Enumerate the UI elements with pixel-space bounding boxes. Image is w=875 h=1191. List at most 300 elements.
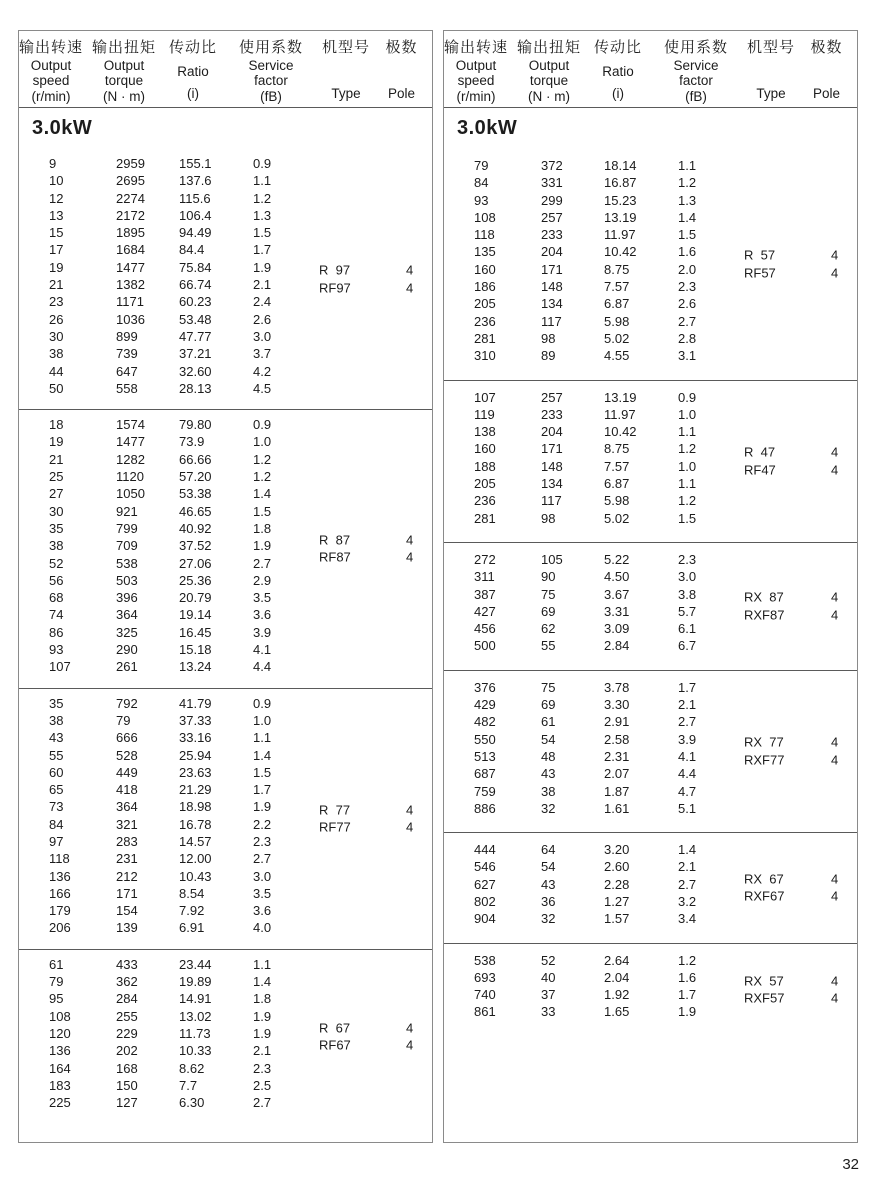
ratio-value: 13.02: [179, 1008, 212, 1024]
output-torque-value: 202: [116, 1043, 138, 1059]
ratio-value: 11.97: [604, 406, 636, 422]
header-label-en: [444, 58, 508, 88]
service-factor-value: 2.3: [253, 833, 272, 849]
header-label-en-line: torque: [104, 73, 144, 88]
type-pole-line: [744, 606, 857, 624]
header-label-en-line: factor: [679, 73, 713, 88]
table-row: [19, 658, 432, 675]
service-factor-value: 1.9: [253, 538, 272, 554]
service-factor-value: 0.9: [253, 695, 272, 711]
ratio-value: 2.31: [604, 748, 630, 764]
header-label-cn: 输出扭矩: [91, 39, 156, 56]
table-row: [19, 485, 432, 502]
pole-count: 4: [406, 549, 414, 565]
output-speed-value: 886: [474, 800, 496, 816]
model-type: R 87: [319, 532, 351, 548]
power-rating: 3.0kW: [457, 117, 518, 139]
ratio-value: 115.6: [179, 190, 211, 206]
output-torque-value: 38: [541, 783, 556, 799]
header-label-en: [221, 58, 321, 88]
header-column: [508, 38, 590, 102]
pole-count: 4: [831, 589, 839, 605]
ratio-value: 1.57: [604, 911, 630, 927]
output-torque-value: 709: [116, 538, 138, 554]
service-factor-value: 1.4: [253, 486, 272, 502]
table-row: [444, 783, 857, 800]
ratio-value: 16.87: [604, 175, 637, 191]
gear-series-block: [444, 944, 857, 1036]
output-speed-value: 18: [49, 417, 64, 433]
output-speed-value: 35: [49, 695, 64, 711]
output-torque-value: 117: [541, 493, 562, 509]
service-factor-value: 2.7: [678, 714, 697, 730]
output-speed-value: 188: [474, 458, 496, 474]
output-torque-value: 433: [116, 956, 138, 972]
table-row: [444, 492, 857, 509]
output-torque-value: 325: [116, 624, 138, 640]
header-label-en-line: Ratio: [602, 64, 634, 79]
header-column: [796, 38, 857, 102]
service-factor-value: 1.1: [253, 956, 272, 972]
output-torque-value: 284: [116, 991, 138, 1007]
output-speed-value: 38: [49, 346, 64, 362]
output-speed-value: 160: [474, 261, 496, 277]
service-factor-value: 1.2: [253, 190, 272, 206]
table-row: [444, 800, 857, 817]
table-row: [19, 311, 432, 328]
header-column: [165, 38, 221, 102]
output-speed-value: 19: [49, 259, 64, 275]
output-torque-value: 666: [116, 730, 138, 746]
ratio-value: 66.74: [179, 277, 212, 293]
model-type: RF97: [319, 280, 351, 296]
ratio-value: 2.07: [604, 766, 630, 782]
output-torque-value: 52: [541, 952, 556, 968]
pole-count: 4: [406, 280, 414, 296]
output-speed-value: 61: [49, 956, 64, 972]
gear-series-block: [444, 543, 857, 671]
ratio-value: 1.61: [604, 800, 630, 816]
table-row: [444, 551, 857, 568]
output-speed-value: 21: [49, 277, 64, 293]
service-factor-value: 4.4: [253, 659, 272, 675]
service-factor-value: 1.2: [678, 493, 697, 509]
ratio-value: 4.55: [604, 348, 630, 364]
header-label-cn: 输出转速: [19, 39, 84, 56]
gear-series-block: [19, 410, 432, 688]
ratio-value: 94.49: [179, 225, 212, 241]
output-torque-value: 32: [541, 911, 556, 927]
output-torque-value: 899: [116, 328, 138, 344]
output-torque-value: 1684: [116, 242, 145, 258]
header-column: [444, 38, 508, 102]
ratio-value: 3.30: [604, 697, 630, 713]
type-pole-line: [319, 279, 432, 297]
service-factor-value: 4.4: [678, 766, 697, 782]
table-row: [444, 952, 857, 969]
header-label-en-line: Ratio: [177, 64, 209, 79]
ratio-value: 46.65: [179, 503, 212, 519]
pole-count: 4: [831, 444, 839, 460]
output-speed-value: 311: [474, 569, 495, 585]
output-speed-value: 135: [474, 244, 496, 260]
service-factor-value: 1.7: [253, 242, 272, 258]
table-header: [19, 31, 432, 108]
ratio-value: 53.48: [179, 311, 212, 327]
pole-count: 4: [831, 734, 839, 750]
output-torque-value: 257: [541, 389, 563, 405]
table-row: [19, 207, 432, 224]
output-speed-value: 627: [474, 876, 496, 892]
model-type: R 77: [319, 802, 351, 818]
output-speed-value: 904: [474, 911, 496, 927]
output-speed-value: 21: [49, 451, 64, 467]
service-factor-value: 2.1: [253, 277, 272, 293]
header-label-en-line: factor: [254, 73, 288, 88]
output-speed-value: 52: [49, 555, 64, 571]
table-row: [19, 624, 432, 641]
header-label-cn: 使用系数: [238, 39, 303, 56]
service-factor-value: 3.1: [678, 348, 697, 364]
model-type: RF47: [744, 462, 776, 478]
output-torque-value: 2274: [116, 190, 145, 206]
table-row: [19, 712, 432, 729]
service-factor-value: 1.4: [253, 747, 272, 763]
service-factor-value: 3.5: [253, 885, 272, 901]
ratio-value: 2.60: [604, 859, 630, 875]
ratio-value: 8.54: [179, 885, 205, 901]
service-factor-value: 2.8: [678, 330, 697, 346]
ratio-value: 32.60: [179, 363, 212, 379]
header-label-cn: 输出扭矩: [516, 39, 581, 56]
ratio-value: 13.19: [604, 209, 637, 225]
service-factor-value: 4.5: [253, 380, 272, 396]
table-row: [19, 973, 432, 990]
table-row: [19, 990, 432, 1007]
gear-series-block: [19, 149, 432, 410]
output-torque-value: 331: [541, 175, 563, 191]
table-row: [444, 510, 857, 527]
gear-series-block: [19, 950, 432, 1124]
output-speed-value: 136: [49, 1043, 71, 1059]
model-type: RXF57: [744, 990, 785, 1006]
header-column: [590, 38, 646, 102]
output-torque-value: 233: [541, 406, 563, 422]
service-factor-value: 3.6: [253, 607, 272, 623]
table-row: [444, 226, 857, 243]
output-torque-value: 1477: [116, 259, 145, 275]
header-label-en: [321, 58, 371, 85]
table-row: [19, 1060, 432, 1077]
header-column: [321, 38, 371, 102]
pole-count: 4: [831, 973, 839, 989]
service-factor-value: 3.7: [253, 346, 272, 362]
output-torque-value: 283: [116, 833, 138, 849]
output-torque-value: 2959: [116, 156, 145, 171]
ratio-value: 3.67: [604, 586, 630, 602]
table-row: [444, 209, 857, 226]
service-factor-value: 6.7: [678, 638, 697, 654]
model-type: R 57: [744, 247, 776, 263]
gear-series-block: [444, 833, 857, 943]
output-speed-value: 281: [474, 510, 496, 526]
output-speed-value: 84: [474, 175, 489, 191]
table-row: [19, 919, 432, 936]
header-label-en-line: torque: [529, 73, 569, 88]
output-speed-value: 10: [49, 173, 64, 189]
ratio-value: 15.18: [179, 642, 212, 658]
output-speed-value: 108: [49, 1008, 71, 1024]
service-factor-value: 1.5: [253, 764, 272, 780]
table-row: [444, 696, 857, 713]
output-torque-value: 364: [116, 607, 138, 623]
service-factor-value: 1.1: [253, 173, 272, 189]
header-unit: (r/min): [31, 89, 71, 104]
model-type: R 97: [319, 262, 351, 278]
table-row: [444, 157, 857, 174]
output-torque-value: 299: [541, 192, 563, 208]
output-torque-value: 33: [541, 1004, 556, 1020]
header-label-cn: 传动比: [168, 39, 217, 56]
table-row: [19, 363, 432, 380]
service-factor-value: 1.4: [678, 842, 697, 858]
type-pole-line: [319, 801, 432, 819]
service-factor-value: 2.7: [678, 313, 697, 329]
output-torque-value: 79: [116, 712, 131, 728]
header-label-en: [508, 58, 590, 88]
header-label-en: [371, 58, 432, 85]
header-label-cn: 机型号: [746, 39, 795, 56]
type-pole-line: [744, 264, 857, 282]
service-factor-value: 1.0: [253, 434, 272, 450]
table-row: [19, 781, 432, 798]
output-speed-value: 206: [49, 920, 71, 936]
type-pole-line: [744, 990, 857, 1008]
ratio-value: 1.27: [604, 893, 630, 909]
type-pole-labels: [744, 972, 857, 1007]
output-torque-value: 171: [541, 261, 563, 277]
ratio-value: 8.75: [604, 261, 630, 277]
output-speed-value: 38: [49, 538, 64, 554]
service-factor-value: 6.1: [678, 621, 697, 637]
output-speed-value: 56: [49, 572, 64, 588]
table-row: [19, 380, 432, 397]
table-row: [444, 192, 857, 209]
ratio-value: 23.63: [179, 764, 212, 780]
table-row: [19, 850, 432, 867]
service-factor-value: 1.7: [253, 782, 272, 798]
table-row: [19, 589, 432, 606]
table-row: [444, 637, 857, 654]
service-factor-value: 3.0: [253, 328, 272, 344]
service-factor-value: 5.7: [678, 603, 697, 619]
output-speed-value: 427: [474, 603, 496, 619]
header-unit: Type: [331, 86, 361, 101]
ratio-value: 7.57: [604, 279, 630, 295]
output-speed-value: 27: [49, 486, 64, 502]
table-row: [444, 568, 857, 585]
ratio-value: 10.42: [604, 424, 637, 440]
output-speed-value: 456: [474, 621, 496, 637]
header-label-en: [83, 58, 165, 88]
service-factor-value: 2.3: [253, 1060, 272, 1076]
header-unit: Pole: [812, 86, 841, 101]
output-torque-value: 54: [541, 859, 556, 875]
output-torque-value: 69: [541, 697, 556, 713]
service-factor-value: 1.9: [253, 799, 272, 815]
output-speed-value: 444: [474, 842, 496, 858]
table-row: [19, 468, 432, 485]
output-torque-value: 98: [541, 330, 556, 346]
pole-count: 4: [831, 990, 839, 1006]
model-type: RF57: [744, 265, 776, 281]
service-factor-value: 4.7: [678, 783, 697, 799]
header-column: [646, 38, 746, 102]
ratio-value: 20.79: [179, 590, 212, 606]
model-type: RXF67: [744, 888, 785, 904]
output-torque-value: 362: [116, 974, 138, 990]
model-type: RF67: [319, 1037, 351, 1053]
header-unit: (fB): [260, 89, 282, 104]
header-unit: (r/min): [456, 89, 496, 104]
output-torque-value: 62: [541, 621, 556, 637]
output-torque-value: 127: [116, 1095, 138, 1111]
output-torque-value: 1282: [116, 451, 145, 467]
output-speed-value: 136: [49, 868, 71, 884]
header-unit: (i): [187, 86, 199, 101]
ratio-value: 25.94: [179, 747, 212, 763]
header-label-en: [746, 58, 796, 85]
ratio-value: 75.84: [179, 259, 212, 275]
header-unit: (N · m): [103, 89, 145, 104]
output-torque-value: 1036: [116, 311, 145, 327]
output-torque-value: 538: [116, 555, 138, 571]
output-torque-value: 1382: [116, 277, 145, 293]
output-torque-value: 43: [541, 766, 556, 782]
ratio-value: 2.84: [604, 638, 630, 654]
output-torque-value: 89: [541, 348, 556, 364]
type-pole-line: [744, 888, 857, 906]
output-torque-value: 98: [541, 510, 556, 526]
header-label-en-line: Output: [30, 58, 72, 73]
type-pole-line: [744, 751, 857, 769]
type-pole-line: [744, 972, 857, 990]
output-torque-value: 364: [116, 799, 138, 815]
ratio-value: 84.4: [179, 242, 205, 258]
ratio-value: 7.7: [179, 1077, 198, 1093]
service-factor-value: 4.1: [253, 642, 272, 658]
output-torque-value: 37: [541, 987, 556, 1003]
ratio-value: 5.22: [604, 551, 630, 567]
header-label-en: [590, 58, 646, 85]
service-factor-value: 2.6: [253, 311, 272, 327]
output-torque-value: 75: [541, 586, 556, 602]
ratio-value: 137.6: [179, 173, 212, 189]
ratio-value: 106.4: [179, 207, 212, 223]
service-factor-value: 3.8: [678, 586, 697, 602]
table-row: [444, 423, 857, 440]
ratio-value: 18.14: [604, 158, 637, 173]
ratio-value: 73.9: [179, 434, 205, 450]
output-speed-value: 693: [474, 969, 496, 985]
ratio-value: 25.36: [179, 572, 212, 588]
table-row: [19, 885, 432, 902]
output-torque-value: 1895: [116, 225, 145, 241]
output-speed-value: 13: [49, 207, 64, 223]
ratio-value: 2.04: [604, 969, 630, 985]
table-row: [19, 729, 432, 746]
output-speed-value: 236: [474, 493, 496, 509]
table-row: [444, 910, 857, 927]
ratio-value: 37.33: [179, 712, 212, 728]
output-torque-value: 1050: [116, 486, 145, 502]
service-factor-value: 3.9: [678, 731, 697, 747]
header-unit: (fB): [685, 89, 707, 104]
type-pole-line: [319, 262, 432, 280]
service-factor-value: 0.9: [253, 417, 272, 433]
table-row: [19, 328, 432, 345]
model-type: R 67: [319, 1020, 351, 1036]
table-row: [19, 345, 432, 362]
ratio-value: 79.80: [179, 417, 212, 433]
ratio-value: 16.45: [179, 624, 212, 640]
output-torque-value: 54: [541, 731, 556, 747]
output-speed-value: 55: [49, 747, 64, 763]
service-factor-value: 1.0: [253, 712, 272, 728]
header-label-en-line: Output: [103, 58, 145, 73]
service-factor-value: 2.6: [678, 296, 697, 312]
service-factor-value: 1.9: [678, 1004, 697, 1020]
spec-tables-container: [18, 30, 858, 1143]
ratio-value: 47.77: [179, 328, 212, 344]
service-factor-value: 1.2: [678, 441, 697, 457]
gear-series-block: [444, 149, 857, 381]
ratio-value: 6.30: [179, 1095, 205, 1111]
service-factor-value: 1.2: [253, 469, 272, 485]
service-factor-value: 1.1: [253, 730, 272, 746]
service-factor-value: 1.2: [678, 952, 697, 968]
ratio-value: 41.79: [179, 695, 212, 711]
service-factor-value: 2.1: [678, 859, 697, 875]
model-type: RX 87: [744, 589, 784, 605]
header-unit: (N · m): [528, 89, 570, 104]
header-label-en: [165, 58, 221, 85]
gear-series-block: [444, 671, 857, 833]
ratio-value: 3.31: [604, 603, 630, 619]
type-pole-labels: [744, 870, 857, 905]
pole-count: 4: [406, 802, 414, 818]
ratio-value: 1.87: [604, 783, 630, 799]
output-speed-value: 30: [49, 503, 64, 519]
output-speed-value: 183: [49, 1077, 71, 1093]
ratio-value: 3.09: [604, 621, 630, 637]
output-speed-value: 120: [49, 1025, 71, 1041]
ratio-value: 11.97: [604, 227, 636, 243]
output-torque-value: 255: [116, 1008, 138, 1024]
pole-count: 4: [831, 888, 839, 904]
output-torque-value: 64: [541, 842, 556, 858]
output-speed-value: 225: [49, 1095, 71, 1111]
header-column: [83, 38, 165, 102]
type-pole-labels: [744, 444, 857, 479]
type-pole-line: [744, 461, 857, 479]
table-row: [19, 868, 432, 885]
pole-count: 4: [831, 462, 839, 478]
pole-count: 4: [831, 247, 839, 263]
model-type: RX 77: [744, 734, 784, 750]
service-factor-value: 1.2: [678, 175, 697, 191]
ratio-value: 2.91: [604, 714, 630, 730]
